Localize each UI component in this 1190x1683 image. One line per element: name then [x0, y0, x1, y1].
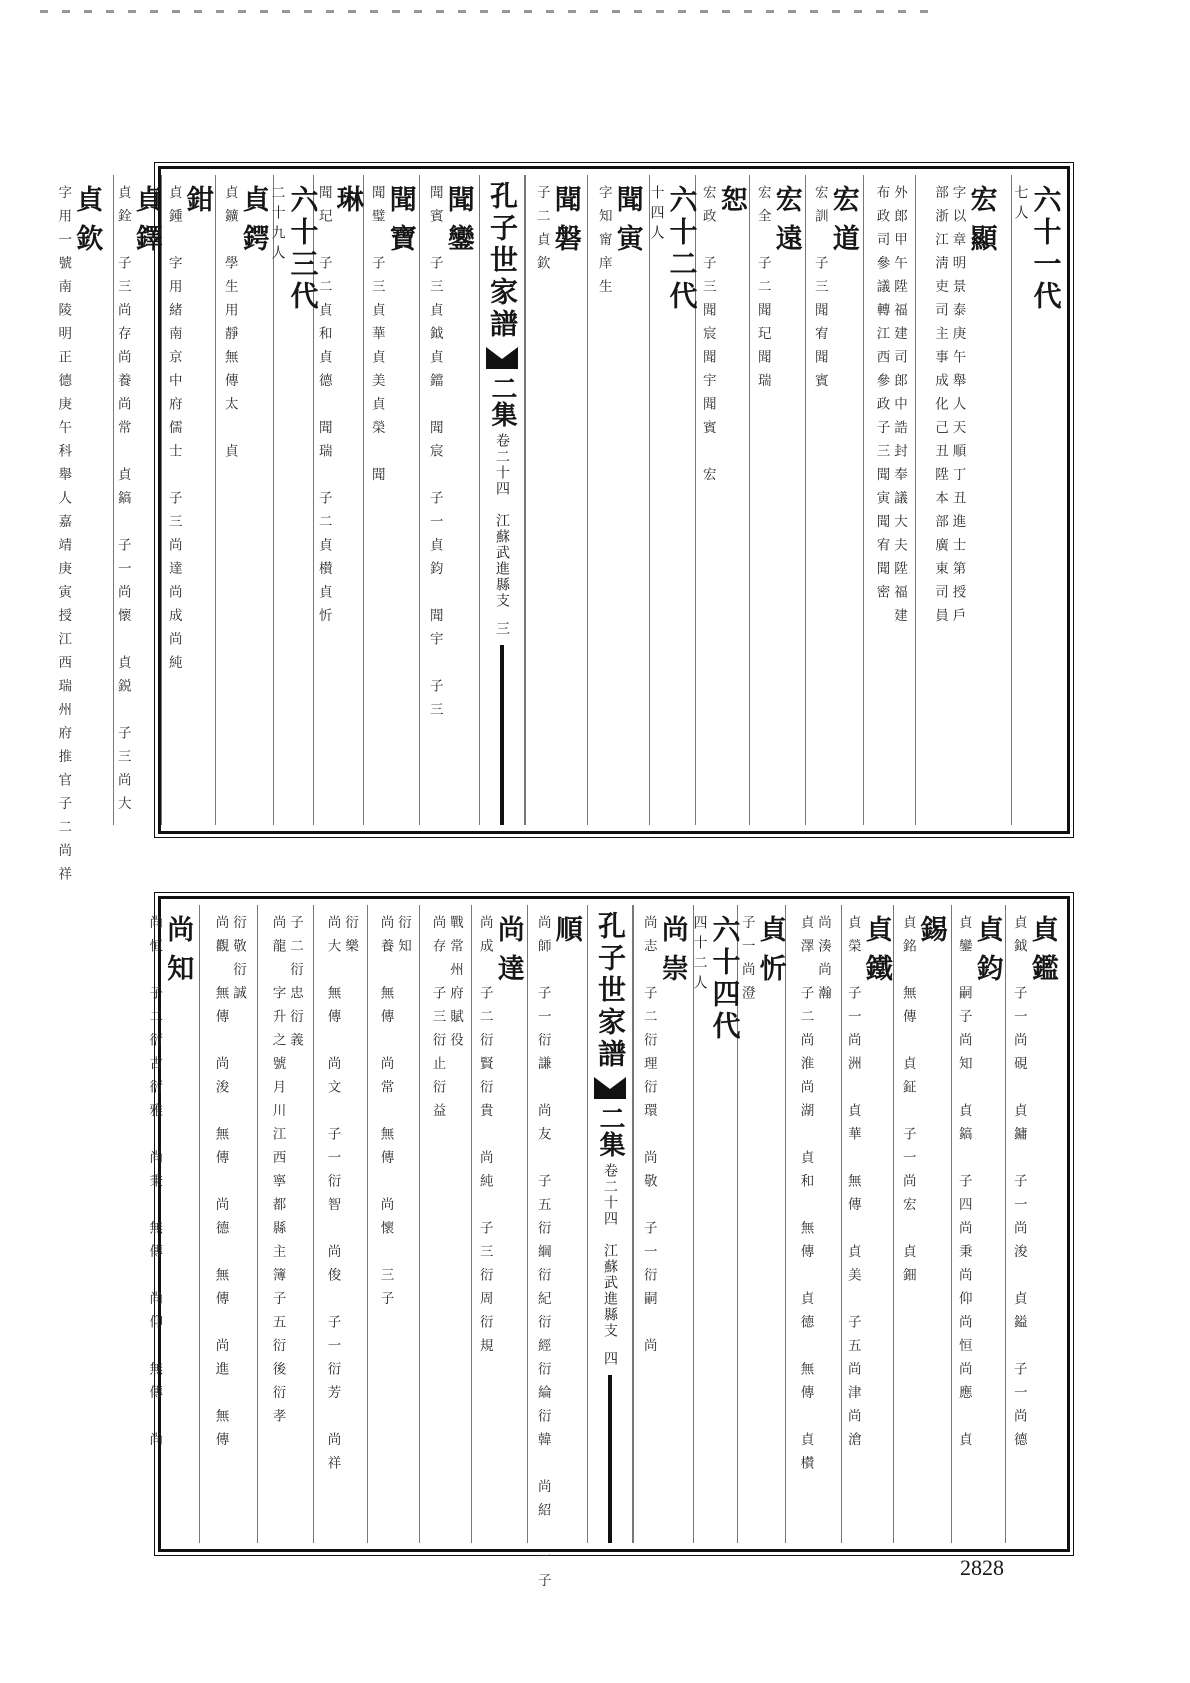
columns — [55, 175, 1063, 890]
entry-zhenjian — [1005, 905, 1061, 1543]
entry-note: 字用一號南陵明正德庚午科舉人嘉靖庚寅授江西瑞州府推官子二尚祥 — [55, 185, 72, 890]
collection-label: 二集 — [595, 1105, 625, 1157]
entry-name: 貞欽 — [71, 185, 103, 263]
entry-name: 聞磐 — [549, 185, 581, 263]
entry-note: 聞玘 子二貞和貞德 聞瑞 子二貞櫕貞忻 — [315, 185, 332, 632]
generation-count: 七人 — [1012, 185, 1029, 225]
book-title: 孔子世家譜 — [486, 181, 519, 341]
banner-bar — [500, 645, 504, 825]
entry-hongxian — [915, 175, 1011, 825]
entry-note: 衍敬衍誠 — [230, 915, 246, 1009]
entry-note: 貞鑛 學生用靜無傳太 貞 — [221, 185, 238, 467]
entry-shun — [527, 905, 587, 1597]
page-top — [55, 166, 1070, 890]
entry-note: 字以章明景泰庚午舉人天順丁丑進士第授戶 — [949, 185, 966, 632]
entry-name: 尚崇 — [656, 915, 688, 993]
generation-count: 十四人 — [648, 185, 665, 245]
generation-64 — [691, 905, 742, 1543]
banner-bar — [608, 1375, 612, 1543]
entry-zhenxin-a — [785, 905, 841, 1543]
entry-note: 布政司參議轉江西參政子三聞寅聞宥聞密 — [873, 185, 890, 608]
entry-note: 尚恒 子二衍古衍雅 尚秉 無傳 尚仰 無傳 尚 — [146, 915, 163, 1456]
entry-note: 尚觀 無傳 尚浚 無傳 尚德 無傳 尚進 無傳 — [212, 915, 229, 1456]
entry-note: 戰常州府賦役 — [447, 915, 463, 1056]
leaf-number: 四 — [602, 1351, 618, 1365]
entry-name: 宏顯 — [965, 185, 997, 263]
generation-61 — [1011, 175, 1061, 825]
entry-note: 貞鉞 子一尚硯 貞鏞 子一尚浚 貞鎰 子一尚德 — [1010, 915, 1027, 1456]
entry-note: 貞銓 子三尚存尚養尚常 貞鎬 子一尚懷 貞鋭 子三尚大 — [114, 185, 131, 820]
entry-hongyuan — [749, 175, 805, 825]
entry-note: 貞鍾 字用緒南京中府儒士 子三尚達尚成尚純 — [165, 185, 182, 679]
entry-name: 尚達 — [492, 915, 524, 993]
entry-note: 尚成 子二衍賢衍貴 尚純 子三衍周衍規 — [476, 915, 493, 1362]
entry-note: 貞澤 子二尚淮尚湖 貞和 無傳 貞德 無傳 貞櫕 — [797, 915, 814, 1479]
entry-shangzhi — [139, 905, 199, 1543]
entry-qian — [161, 175, 215, 825]
entry-name: 貞鐵 — [860, 915, 892, 993]
generation-title: 六十三代 — [286, 185, 320, 313]
generation-title: 六十四代 — [708, 915, 742, 1043]
entry-note: 衍樂 — [342, 915, 358, 962]
entry-note: 尚湊尚瀚 — [815, 915, 831, 1009]
entry-note: 尚養 無傳 尚常 無傳 尚懷 三子 — [377, 915, 394, 1315]
entry-shangda — [471, 905, 527, 1543]
entry-wenluan — [419, 175, 479, 825]
entry-yanzhi — [367, 905, 419, 1543]
entry-note: 子二衍忠衍義 — [287, 915, 303, 1056]
entry-yanle — [313, 905, 367, 1543]
entry-note: 尚大 無傳 尚文 子一衍智 尚俊 子一衍芳 尚祥 — [324, 915, 341, 1479]
entry-name: 順 — [550, 915, 582, 954]
entry-name: 琳 — [331, 185, 363, 224]
book-title: 孔子世家譜 — [594, 911, 627, 1071]
entry-name: 聞寅 — [611, 185, 643, 263]
entry-yan-a — [257, 905, 313, 1543]
entry-zhen-e — [215, 175, 273, 825]
entry-name: 恕 — [715, 185, 747, 224]
page-banner — [479, 175, 525, 825]
entry-zhenjun — [951, 905, 1005, 1543]
entry-wenbao — [363, 175, 419, 825]
entry-note: 子二貞欽 — [533, 185, 550, 279]
entry-note: 宏訓 子三聞宥聞賓 — [811, 185, 828, 397]
generation-63 — [269, 175, 320, 825]
entry-zhenqin — [43, 175, 113, 890]
entry-note: 聞賓 子三貞鉞貞鐺 聞宸 子一貞鈞 聞宇 子三 — [426, 185, 443, 726]
entry-name: 貞忻 — [754, 915, 786, 993]
entry-name: 貞鑑 — [1026, 915, 1058, 993]
fish-tail-mark-icon — [484, 345, 520, 371]
entry-note: 尚龍 字升之號月川江西寧都縣主簿子五衍後衍孝 — [269, 915, 286, 1432]
entry-name: 聞寶 — [384, 185, 416, 263]
generation-title: 六十一代 — [1029, 185, 1063, 313]
entry-name: 貞鐸 — [130, 185, 162, 263]
entry-note: 貞鑾 嗣子尚知 貞鎬 子四尚秉尚仰尚恒尚應 貞 — [955, 915, 972, 1456]
entry-name: 宏遠 — [770, 185, 802, 263]
entry-name: 聞鑾 — [442, 185, 474, 263]
entry-note: 尚存 子三衍止衍益 — [429, 915, 446, 1127]
generation-62 — [648, 175, 699, 825]
entry-note: 宏全 子二聞玘聞瑞 — [754, 185, 771, 397]
entry-note: 衍知 — [395, 915, 411, 962]
volume-label: 卷二十四 江蘇武進縣支 — [494, 433, 510, 609]
entry-name: 宏道 — [827, 185, 859, 263]
page-banner — [587, 905, 633, 1543]
fish-tail-mark-icon — [592, 1075, 628, 1101]
entry-name: 貞鈞 — [971, 915, 1003, 993]
entry-note: 尚志 子二衍理衍環 尚敬 子一衍嗣 尚 — [640, 915, 657, 1362]
entry-liuding — [419, 905, 471, 1543]
entry-note: 外郎甲午陞福建司郎中誥封奉議大夫陞福建 — [891, 185, 907, 632]
entry-note: 子一尚澄 — [738, 915, 755, 1009]
leaf-number: 三 — [494, 621, 510, 635]
entry-hongdao — [805, 175, 863, 825]
page-number: 2828 — [960, 1555, 1004, 1580]
generation-count: 四十二人 — [691, 915, 708, 995]
entry-note: 宏政 子三聞宸聞宇聞賓 宏 — [699, 185, 716, 491]
entry-wenpan — [525, 175, 587, 825]
entry-yan-b — [199, 905, 257, 1543]
entry-name: 錫 — [915, 915, 947, 954]
entry-zhenduo — [113, 175, 161, 825]
entry-note: 聞璧 子三貞華貞美貞榮 聞 — [368, 185, 385, 491]
top-scan-rule — [40, 10, 940, 13]
entry-hongxian-cont — [863, 175, 915, 825]
volume-label: 卷二十四 江蘇武進縣支 — [602, 1163, 618, 1339]
entry-name: 尚知 — [162, 915, 194, 993]
entry-name: 貞鍔 — [237, 185, 269, 263]
entry-note: 貞銘 無傳 貞鉦 子一尚宏 貞鈿 — [899, 915, 916, 1291]
entry-xi — [893, 905, 951, 1543]
generation-title: 六十二代 — [665, 185, 699, 313]
entry-note: 貞榮 子一尚洲 貞華 無傳 貞美 子五尚津尚滄 — [844, 915, 861, 1456]
entry-note: 字知甯庠生 — [595, 185, 612, 303]
entry-shu — [695, 175, 749, 825]
entry-note: 尚師 子一衍謙 尚友 子五衍綱衍紀衍經衍綸衍韓 尚紹 一子 — [534, 915, 551, 1597]
entry-wenyin — [587, 175, 649, 825]
entry-zhentie — [841, 905, 893, 1543]
generation-count: 二十九人 — [269, 185, 286, 265]
collection-label: 二集 — [487, 375, 517, 427]
entry-shangchong — [633, 905, 693, 1543]
entry-note: 部浙江淸吏司主事成化己丑陞本部廣東司員 — [932, 185, 948, 632]
entry-name: 鉗 — [181, 185, 213, 224]
entry-zhenxin-b — [737, 905, 785, 1543]
entry-lin — [313, 175, 363, 825]
